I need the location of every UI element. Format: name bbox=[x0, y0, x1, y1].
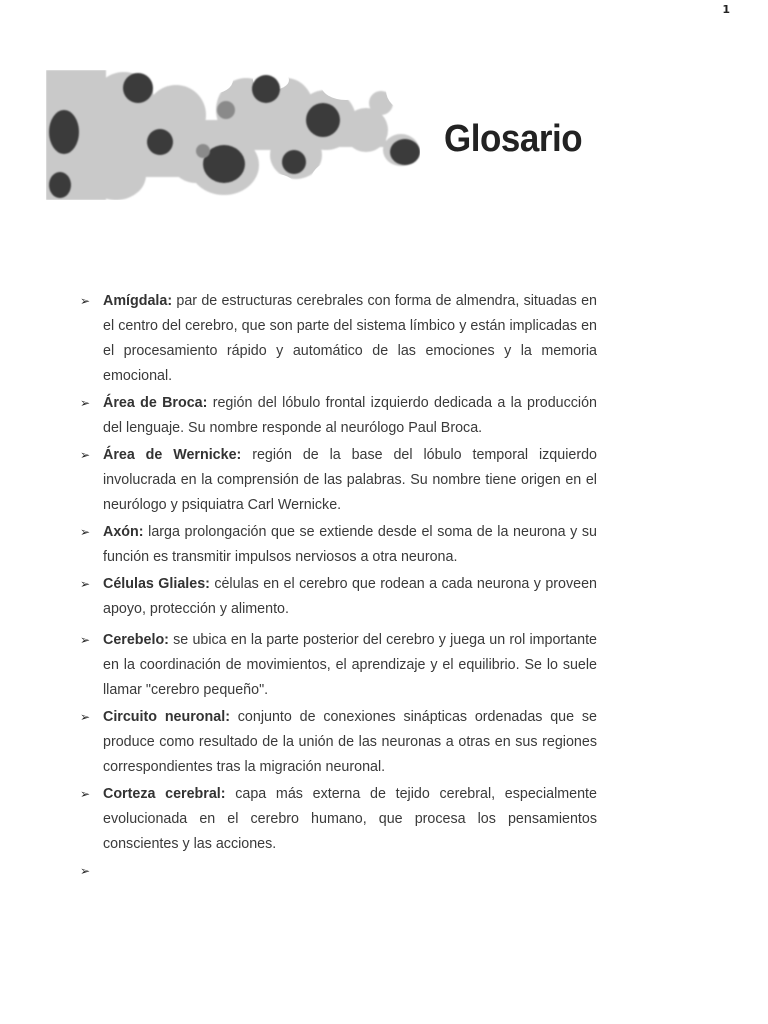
glossary-definition: región de la base del lóbulo temporal izquierdo involucrada en la comprensión de las palabras. Su nombre tiene origen en el neurólogo y psiquiatra Carl Wernicke. bbox=[103, 447, 597, 513]
glossary-term: Corteza cerebral: bbox=[103, 786, 226, 802]
glossary-list bbox=[80, 289, 597, 886]
glossary-entry bbox=[80, 705, 597, 780]
arrow-bullet-icon: ➢ bbox=[80, 396, 91, 410]
arrow-bullet-icon: ➢ bbox=[80, 577, 91, 591]
neuron-network-image bbox=[46, 70, 420, 200]
glossary-entry bbox=[80, 628, 597, 703]
glossary-entry bbox=[80, 443, 597, 518]
glossary-entry bbox=[80, 572, 597, 622]
glossary-definition: conjunto de conexiones sinápticas ordenadas que se produce como resultado de la unión de las neuronas a otras en sus regiones correspondientes tras la migración neuronal. bbox=[103, 709, 597, 775]
glossary-definition: capa más externa de tejido cerebral, especialmente evolucionada en el cerebro humano, que procesa los pensamientos conscientes y las acciones. bbox=[103, 786, 597, 852]
glossary-entry bbox=[80, 520, 597, 570]
page-number: 1 bbox=[722, 3, 730, 16]
glossary-definition: cėlulas en el cerebro que rodean a cada neurona y proveen apoyo, protección y alimento. bbox=[103, 576, 597, 617]
neuron-network-icon bbox=[46, 70, 420, 200]
glossary-definition: se ubica en la parte posterior del cerebro y juega un rol importante en la coordinación de movimientos, el aprendizaje y el equilibrio. Se lo suele llamar "cerebro pequeño". bbox=[103, 632, 597, 698]
glossary-definition: par de estructuras cerebrales con forma de almendra, situadas en el centro del cerebro, que son parte del sistema límbico y están implicadas en el procesamiento rápido y automático de las emociones y la memoria emocional. bbox=[103, 293, 597, 384]
page-title: Glosario bbox=[444, 118, 583, 160]
glossary-entry bbox=[80, 782, 597, 857]
glossary-term: Amígdala: bbox=[103, 293, 173, 309]
glossary-entry-empty bbox=[80, 859, 597, 884]
arrow-bullet-icon: ➢ bbox=[80, 448, 91, 462]
glossary-entry bbox=[80, 289, 597, 389]
arrow-bullet-icon: ➢ bbox=[80, 864, 91, 878]
glossary-definition: larga prolongación que se extiende desde el soma de la neurona y su función es transmitir impulsos nerviosos a otra neurona. bbox=[103, 524, 597, 565]
arrow-bullet-icon: ➢ bbox=[80, 525, 91, 539]
glossary-term: Circuito neuronal: bbox=[103, 709, 230, 725]
arrow-bullet-icon: ➢ bbox=[80, 710, 91, 724]
glossary-term: Células Gliales: bbox=[103, 576, 210, 592]
glossary-term: Axón: bbox=[103, 524, 144, 540]
glossary-definition: región del lóbulo frontal izquierdo dedicada a la producción del lenguaje. Su nombre responde al neurólogo Paul Broca. bbox=[103, 395, 597, 436]
glossary-term: Área de Wernicke: bbox=[103, 447, 242, 463]
arrow-bullet-icon: ➢ bbox=[80, 633, 91, 647]
arrow-bullet-icon: ➢ bbox=[80, 787, 91, 801]
arrow-bullet-icon: ➢ bbox=[80, 294, 91, 308]
glossary-term: Cerebelo: bbox=[103, 632, 169, 648]
glossary-entry bbox=[80, 391, 597, 441]
glossary-term: Área de Broca: bbox=[103, 395, 208, 411]
